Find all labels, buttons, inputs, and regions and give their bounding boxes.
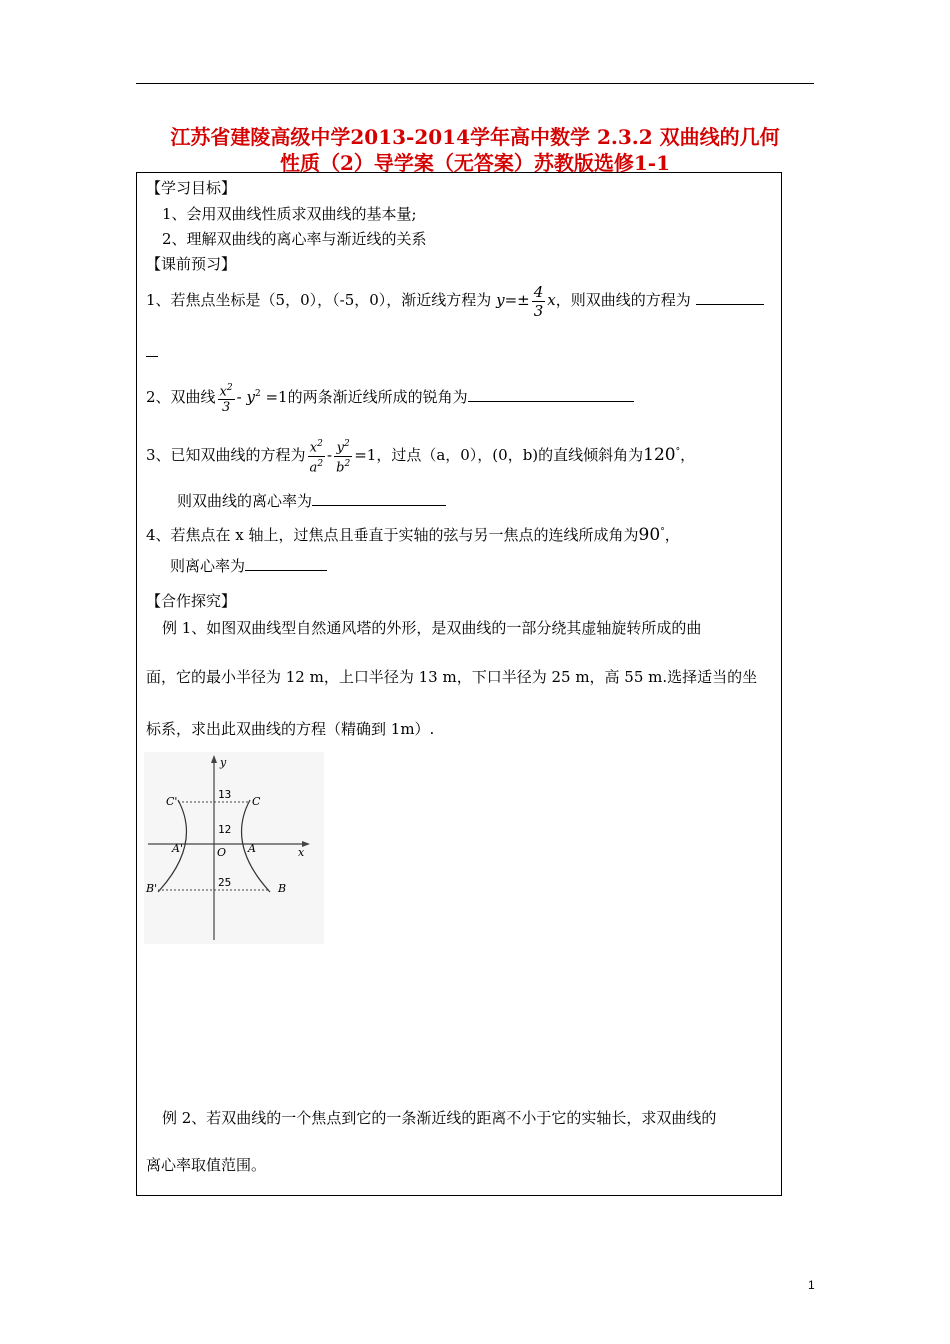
label-25: 25 (218, 876, 232, 889)
title-line-1: 江苏省建陵高级中学2013-2014学年高中数学 2.3.2 双曲线的几何 (170, 125, 780, 149)
q3-answer-blank[interactable] (312, 491, 446, 506)
q4-line-2: 则离心率为 (170, 556, 327, 576)
q1-x: x (547, 291, 556, 309)
a-prime-label: A' (172, 842, 183, 855)
example-1-line-2: 面，它的最小半径为 12 m，上口半径为 13 m，下口半径为 25 m，高 55 m.选择适当的坐 (146, 668, 758, 686)
title-line-2: 性质（2）导学案（无答案）苏教版选修1-1 (279, 151, 671, 175)
q3-line-2: 则双曲线的离心率为 (177, 491, 446, 511)
q3-text-2: ，过点（a，0），(0，b)的直线倾斜角为 (376, 446, 644, 464)
q2-text: 2、双曲线 (146, 388, 216, 406)
example-1-line-1: 例 1、如图双曲线型自然通风塔的外形，是双曲线的一部分绕其虚轴旋转所成的曲 (162, 619, 702, 637)
question-4: 4、若焦点在 x 轴上，过焦点且垂直于实轴的弦与另一焦点的连线所成角为90°， (146, 525, 680, 545)
c-label: C (252, 795, 261, 808)
explore-heading: 【合作探究】 (146, 592, 237, 610)
label-12: 12 (218, 823, 232, 836)
b-prime-label: B' (146, 882, 158, 895)
q1-eq: =± (504, 291, 530, 309)
goals-heading: 【学习目标】 (146, 179, 237, 197)
header-rule (136, 83, 814, 84)
b-label: B (278, 882, 287, 895)
question-1 (146, 280, 764, 320)
q4-angle: 90 (638, 525, 661, 545)
q1-fraction: $\frac{4}{3}$ (533, 282, 544, 320)
document-title (136, 124, 814, 176)
cooling-tower-figure (144, 752, 324, 944)
q3-fraction-2: $\frac{y^2}{b^2}$ (336, 439, 351, 475)
figure-background (144, 752, 324, 944)
q1-answer-blank[interactable] (696, 290, 764, 305)
goal-1: 1、会用双曲线性质求双曲线的基本量; (162, 205, 417, 223)
question-2: 2、双曲线 $\frac{x^2}{3}$ - $y^2 =1$的两条渐近线所成的锐角为 (146, 376, 634, 415)
question-3: 3、已知双曲线的方程为 $\frac{x^2}{a^2}$ - $\frac{y^2}{b^2}$ =1，过点（a，0），(0，b)的直线倾斜角为120°， (146, 439, 696, 475)
page-number: 1 (808, 1278, 815, 1292)
preview-heading: 【课前预习】 (146, 255, 237, 273)
c-prime-label: C' (166, 795, 178, 808)
q3-fraction-1: $\frac{x^2}{a^2}$ (309, 439, 324, 475)
q1-y: y (496, 291, 505, 309)
q2-answer-blank[interactable] (468, 387, 634, 402)
a-label: A (248, 842, 256, 855)
q2-text-2: 的两条渐近线所成的锐角为 (287, 388, 468, 406)
q1-text: 1、若焦点坐标是（5，0），（-5，0），渐近线方程为 (146, 291, 492, 309)
q4-answer-blank[interactable] (245, 556, 327, 571)
q1-answer-blank-cont (146, 342, 158, 362)
example-2-line-2: 离心率取值范围。 (146, 1156, 267, 1174)
y-label: y (220, 756, 227, 769)
q3-text: 3、已知双曲线的方程为 (146, 446, 306, 464)
example-1-line-3: 标系，求出此双曲线的方程（精确到 1m）. (146, 720, 435, 738)
q1-text-2: ，则双曲线的方程为 (555, 291, 691, 309)
goal-2: 2、理解双曲线的离心率与渐近线的关系 (162, 230, 427, 248)
x-label: x (298, 846, 305, 859)
origin-label: O (217, 846, 227, 859)
label-13: 13 (218, 788, 232, 801)
example-2-line-1: 例 2、若双曲线的一个焦点到它的一条渐近线的距离不小于它的实轴长，求双曲线的 (162, 1109, 717, 1127)
q2-fraction: $\frac{x^2}{3}$ (219, 382, 233, 416)
q3-angle: 120 (643, 445, 676, 465)
